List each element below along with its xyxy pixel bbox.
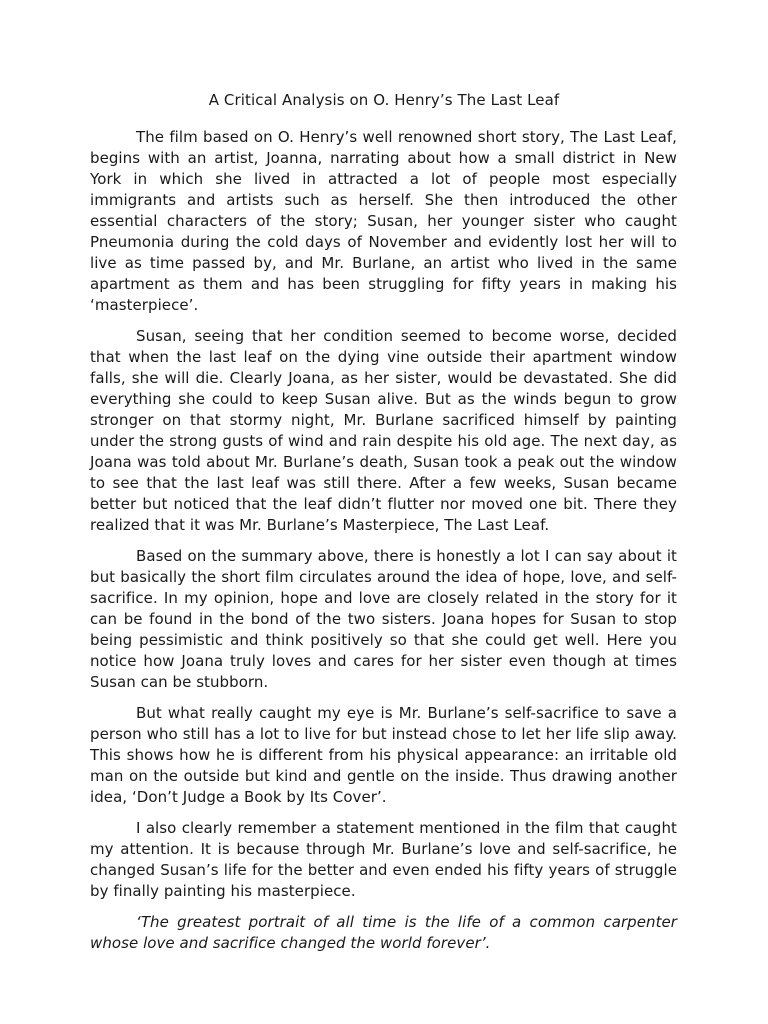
- paragraph-1: The film based on O. Henry’s well renowned short story, The Last Leaf, begins with an artist, Joanna, narrating about how a small district in New York in which she lived in attracted a lot of people most especially immigrants and artists such as herself. She then introduced the other essential characters of the story; Susan, her younger sister who caught Pneumonia during the cold days of November and evidently lost her will to live as time passed by, and Mr. Burlane, an artist who lived in the same apartment as them and has been struggling for fifty years in making his ‘masterpiece’.: [90, 128, 677, 314]
- paragraph-2: Susan, seeing that her condition seemed to become worse, decided that when the last leaf on the dying vine outside their apartment window falls, she will die. Clearly Joana, as her sister, would be devastated. She did everything she could to keep Susan alive. But as the winds begun to grow stronger on that stormy night, Mr. Burlane sacrificed himself by painting under the strong gusts of wind and rain despite his old age. The next day, as Joana was told about Mr. Burlane’s death, Susan took a peak out the window to see that the last leaf was still there. After a few weeks, Susan became better but noticed that the leaf didn’t flutter nor moved one bit. There they realized that it was Mr. Burlane’s Masterpiece, The Last Leaf.: [90, 327, 677, 534]
- paragraph-3: Based on the summary above, there is honestly a lot I can say about it but basically the short film circulates around the idea of hope, love, and self-sacrifice. In my opinion, hope and love are closely related in the story for it can be found in the bond of the two sisters. Joana hopes for Susan to stop being pessimistic and think positively so that she could get well. Here you notice how Joana truly loves and cares for her sister even though at times Susan can be stubborn.: [90, 547, 677, 691]
- paragraph-5: I also clearly remember a statement mentioned in the film that caught my attention. It is because through Mr. Burlane’s love and self-sacrifice, he changed Susan’s life for the better and even ended his fifty years of struggle by finally painting his masterpiece.: [90, 819, 677, 900]
- document-title: A Critical Analysis on O. Henry’s The Last Leaf: [208, 91, 560, 109]
- paragraph-4: But what really caught my eye is Mr. Burlane’s self-sacrifice to save a person who still has a lot to live for but instead chose to let her life slip away. This shows how he is different from his physical appearance: an irritable old man on the outside but kind and gentle on the inside. Thus drawing another idea, ‘Don’t Judge a Book by Its Cover’.: [90, 704, 677, 806]
- closing-quote: ‘The greatest portrait of all time is the life of a common carpenter whose love and sacrifice changed the world forever’.: [90, 913, 677, 952]
- document-body: [90, 127, 677, 964]
